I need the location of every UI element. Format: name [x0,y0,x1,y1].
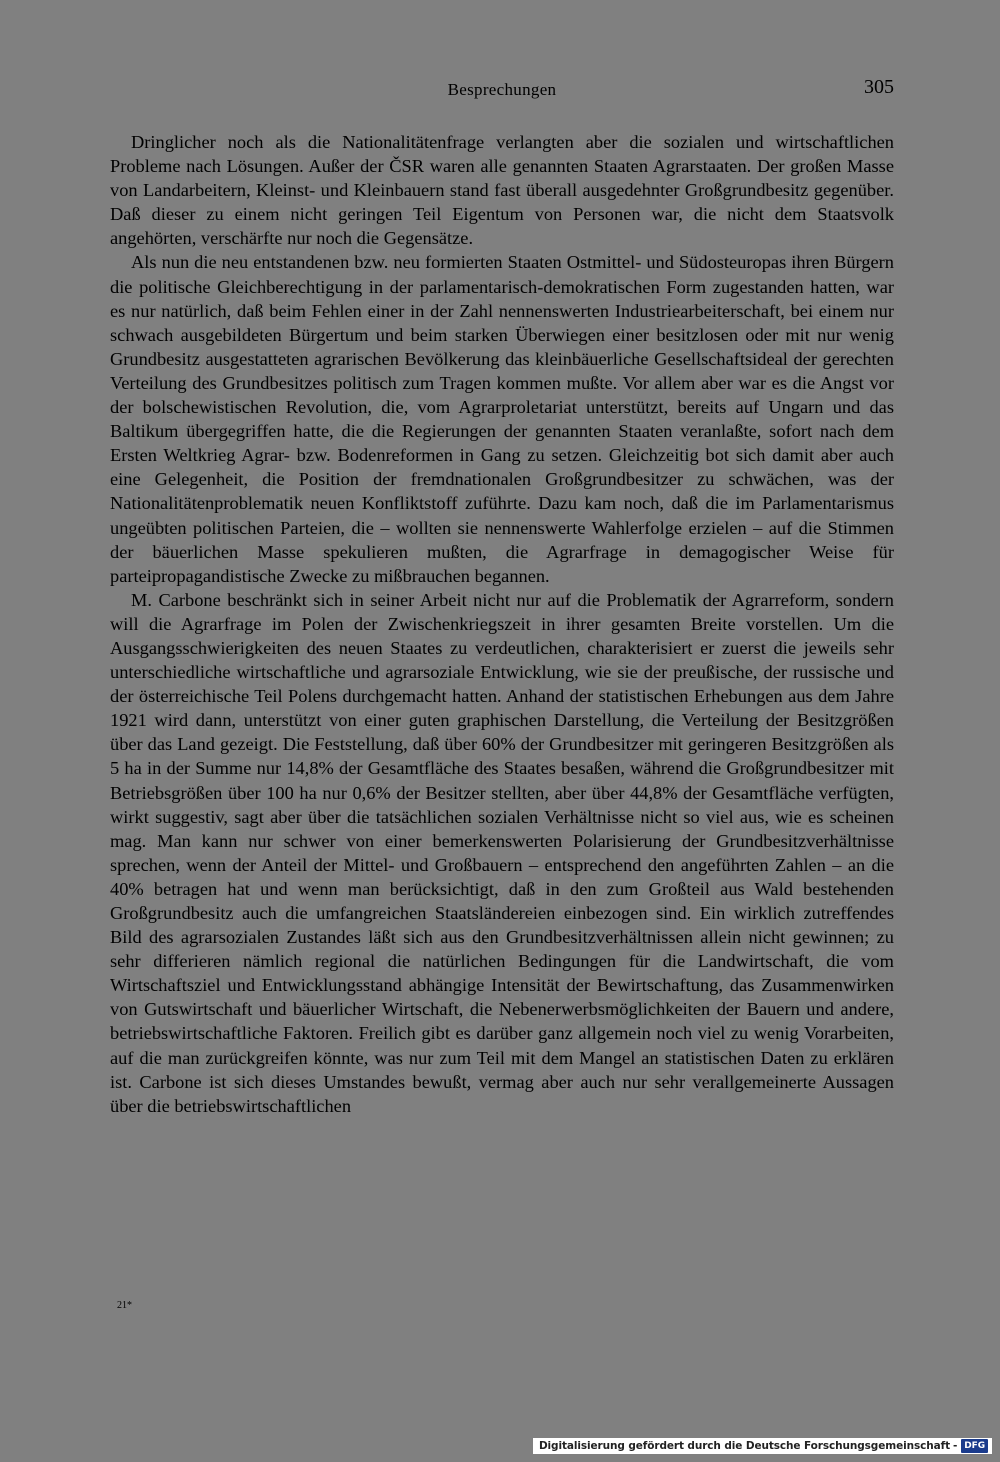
page-header [110,76,894,106]
signature-mark: 21* [117,1300,132,1311]
digitization-footer [533,1438,992,1454]
running-head: Besprechungen [447,80,557,99]
body-text [110,130,894,1118]
paragraph-3: M. Carbone beschränkt sich in seiner Arbeit nicht nur auf die Problematik der Agrarreform, sondern will die Agrarfrage im Polen der Zwischenkriegszeit in ihrer gesamten Breite vorstellen. Um die Ausgangsschwierigkeiten des neuen Staates zu verdeutlichen, charakterisiert er zuerst die jeweils sehr unterschiedliche wirtschaftliche und agrarsoziale Entwicklung, wie sie der preußische, der russische und der österreichische Teil Polens durchgemacht hatten. Anhand der statistischen Erhebungen aus dem Jahre 1921 wird dann, unterstützt von einer guten graphischen Darstellung, die Verteilung der Besitzgrößen über das Land gezeigt. Die Feststellung, daß über 60% der Grundbesitzer mit geringeren Besitzgrößen als 5 ha in der Summe nur 14,8% der Gesamtfläche des Staates besaßen, während die Großgrundbesitzer mit Betriebsgrößen über 100 ha nur 0,6% der Besitzer stellten, aber über 44,8% der Gesamtfläche verfügten, wirkt suggestiv, sagt aber über die tatsächlichen sozialen Verhältnisse nicht so viel aus, wie es scheinen mag. Man kann nur schwer von einer bemerkenswerten Polarisierung der Grundbesitzverhältnisse sprechen, wenn der Anteil der Mittel- und Großbauern – entsprechend den angeführten Zahlen – an die 40% betragen hat und wenn man berücksichtigt, daß in den zum Großteil aus Wald bestehenden Großgrundbesitz auch die umfangreichen Staatsländereien einbezogen sind. Ein wirklich zutreffendes Bild des agrarsozialen Zustandes läßt sich aus den Grundbesitzverhältnissen allein nicht gewinnen; zu sehr differieren nämlich regional die natürlichen Bedingungen für die Landwirtschaft, die vom Wirtschaftsziel und Entwicklungsstand abhängige Intensität der Bewirtschaftung, das Zusammenwirken von Gutswirtschaft und bäuerlicher Wirtschaft, die Nebenerwerbsmöglichkeiten der Bauern und andere, betriebswirtschaftliche Faktoren. Freilich gibt es darüber ganz allgemein noch viel zu wenig Vorarbeiten, auf die man zurückgreifen könnte, was nur zum Teil mit dem Mangel an statistischen Daten zu erklären ist. Carbone ist sich dieses Umstandes bewußt, vermag aber auch nur sehr verallgemeinerte Aussagen über die betriebswirtschaftlichen [110,589,894,1116]
footer-credit-text: Digitalisierung gefördert durch die Deutsche Forschungsgemeinschaft [538,1440,951,1452]
page-number: 305 [864,76,894,98]
footer-separator: - [953,1440,958,1452]
paragraph-1: Dringlicher noch als die Nationalitätenfrage verlangten aber die sozialen und wirtschaftlichen Probleme nach Lösungen. Außer der ČSR waren alle genannten Staaten Agrarstaaten. Der großen Masse von Landarbeitern, Kleinst- und Kleinbauern stand fast überall ausgedehnter Großgrundbesitz gegenüber. Daß dieser zu einem nicht geringen Teil Eigentum von Personen war, die nicht dem Staatsvolk angehörten, verschärfte nur noch die Gegensätze. [110,132,894,249]
paragraph-2: Als nun die neu entstandenen bzw. neu formierten Staaten Ostmittel- und Südosteuropas ihren Bürgern die politische Gleichberechtigung in der parlamentarisch-demokratischen Form zugestanden hatten, war es nur natürlich, daß beim Fehlen einer in der Zahl nennenswerten Industriearbeiterschaft, bei einem nur schwach ausgebildeten Bürgertum und beim starken Überwiegen einer besitzlosen oder mit nur wenig Grundbesitz ausgestatteten agrarischen Bevölkerung das kleinbäuerliche Gesellschaftsideal der gerechten Verteilung des Grundbesitzes politisch zum Tragen kommen mußte. Vor allem aber war es die Angst vor der bolschewistischen Revolution, die, vom Agrarproletariat unterstützt, bereits auf Ungarn und das Baltikum übergegriffen hatte, die die Regierungen der genannten Staaten veranlaßte, sofort nach dem Ersten Weltkrieg Agrar- bzw. Bodenreformen in Gang zu setzen. Gleichzeitig bot sich damit aber auch eine Gelegenheit, die Position der fremdnationalen Großgrundbesitzer zu schwächen, was der Nationalitätenproblematik neuen Konfliktstoff zuführte. Dazu kam noch, daß die im Parlamentarismus ungeübten politischen Parteien, die – wollten sie nennenswerte Wahlerfolge erzielen – auf die Stimmen der bäuerlichen Masse spekulieren mußten, die Agrarfrage in demagogischer Weise für parteipropagandistische Zwecke zu mißbrauchen begannen. [110,252,894,586]
dfg-logo-icon[interactable]: DFG [961,1439,988,1453]
